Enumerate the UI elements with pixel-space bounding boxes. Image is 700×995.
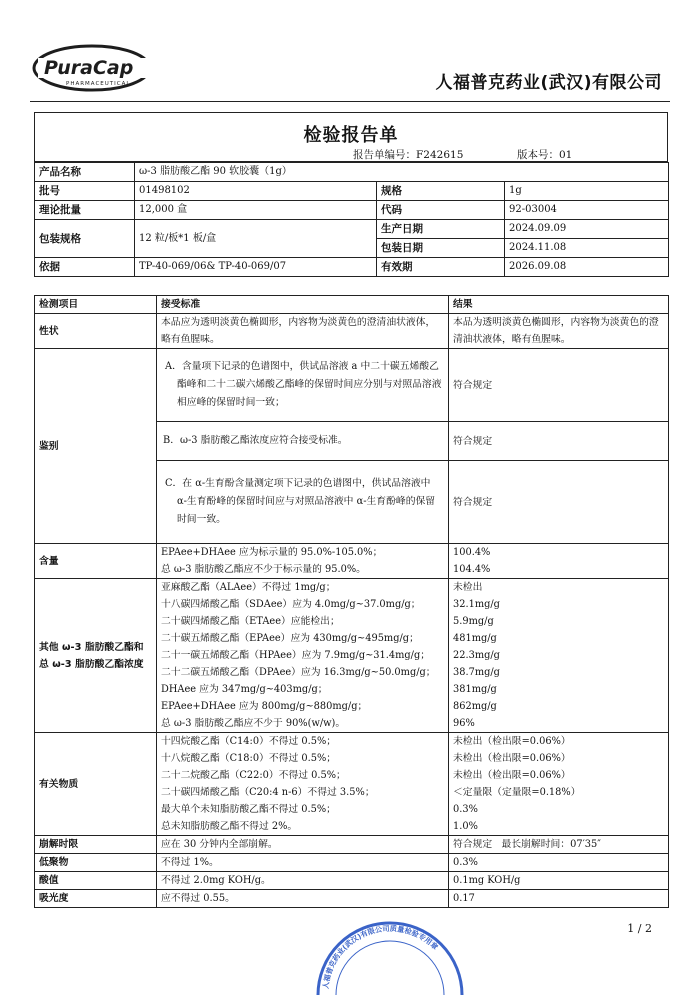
- svg-text:人福普克药业(武汉)有限公司质量检验专用章: 人福普克药业(武汉)有限公司质量检验专用章: [321, 923, 440, 990]
- report-title: 检验报告单: [303, 125, 399, 146]
- test-criteria: B．ω-3 脂肪酸乙酯浓度应符合接受标准。: [157, 422, 449, 461]
- result-line: 100.4%: [453, 547, 491, 558]
- result-line: 862mg/g: [453, 701, 497, 712]
- report-number: 报告单编号：F242615: [353, 149, 464, 161]
- test-row-disintegration: [35, 836, 669, 854]
- expiry-label: 有效期: [377, 258, 505, 277]
- test-row-appearance: [35, 314, 669, 349]
- test-row-acid-value: [35, 872, 669, 890]
- col-header-result: 结果: [449, 296, 669, 314]
- test-criteria: C．在 α-生育酚含量测定项下记录的色谱图中，供试品溶液中 α-生育酚峰的保留时间应与对照品溶液中 α-生育酚峰的保留时间一致。: [157, 461, 449, 544]
- criteria-line: 二十碳五烯酸乙酯（EPAee）应为 430mg/g~495mg/g；: [161, 633, 419, 644]
- result-line: 5.9mg/g: [453, 616, 494, 627]
- info-row: [35, 220, 669, 239]
- test-criteria: [157, 544, 449, 579]
- company-name: 人福普克药业(武汉)有限公司: [435, 73, 662, 93]
- test-name: 崩解时限: [35, 836, 157, 854]
- product-name-value: ω-3 脂肪酸乙酯 90 软胶囊（1g）: [135, 163, 669, 182]
- logo-subtitle: PHARMACEUTICAL: [66, 81, 131, 87]
- criteria-line: 二十碳四烯酸乙酯（ETAee）应能检出；: [161, 616, 340, 627]
- test-row-omega: [35, 579, 669, 733]
- test-row-related: [35, 733, 669, 836]
- test-name: 酸值: [35, 872, 157, 890]
- mfg-date-value: 2024.09.09: [505, 220, 669, 239]
- quantity-value: 12,000 盒: [135, 201, 377, 220]
- result-line: 38.7mg/g: [453, 667, 500, 678]
- result-line: 未检出（检出限=0.06%）: [453, 753, 571, 764]
- test-result: 符合规定: [449, 349, 669, 422]
- test-result: 符合规定 最长崩解时间：07′35″: [449, 836, 669, 854]
- result-line: 未检出: [453, 582, 483, 593]
- code-label: 代码: [377, 201, 505, 220]
- result-line: ＜定量限（定量限=0.18%）: [453, 787, 581, 798]
- test-name: 有关物质: [35, 733, 157, 836]
- test-name: 性状: [35, 314, 157, 349]
- basis-label: 依据: [35, 258, 135, 277]
- spec-label: 规格: [377, 182, 505, 201]
- criteria-line: 十八烷酸乙酯（C18:0）不得过 0.5%；: [161, 753, 337, 764]
- info-row: [35, 163, 669, 182]
- quantity-label: 理论批量: [35, 201, 135, 220]
- info-row: [35, 182, 669, 201]
- test-name: 低聚物: [35, 854, 157, 872]
- criteria-line: 总未知脂肪酸乙酯不得过 2%。: [161, 821, 298, 832]
- test-result: 0.17: [449, 890, 669, 908]
- product-name-label: 产品名称: [35, 163, 135, 182]
- test-criteria: [157, 733, 449, 836]
- criteria-line: 亚麻酸乙酯（ALAee）不得过 1mg/g；: [161, 582, 336, 593]
- result-line: 96%: [453, 718, 475, 729]
- test-criteria: 应在 30 分钟内全部崩解。: [157, 836, 449, 854]
- report-title-box: [34, 112, 668, 162]
- batch-value: 01498102: [135, 182, 377, 201]
- criteria-line: 二十二碳五烯酸乙酯（DPAee）应为 16.3mg/g~50.0mg/g；: [161, 667, 436, 678]
- test-result: 0.3%: [449, 854, 669, 872]
- page-number: 1 / 2: [627, 922, 652, 935]
- pack-date-value: 2024.11.08: [505, 239, 669, 258]
- criteria-line: 二十碳四烯酸乙酯（C20:4 n-6）不得过 3.5%；: [161, 787, 375, 798]
- result-line: 22.3mg/g: [453, 650, 500, 661]
- result-line: 381mg/g: [453, 684, 497, 695]
- criteria-line: 二十二烷酸乙酯（C22:0）不得过 0.5%；: [161, 770, 346, 781]
- criteria-line: 总 ω-3 脂肪酸乙酯应不少于标示量的 95.0%。: [161, 564, 366, 575]
- test-name: 吸光度: [35, 890, 157, 908]
- batch-label: 批号: [35, 182, 135, 201]
- criteria-line: EPAee+DHAee 应为 800mg/g~880mg/g；: [161, 701, 368, 712]
- criteria-line: 总 ω-3 脂肪酸乙酯应不少于 90%(w/w)。: [161, 718, 346, 729]
- test-name: 其他 ω-3 脂肪酸乙酯和总 ω-3 脂肪酸乙酯浓度: [35, 579, 157, 733]
- criteria-line: 二十一碳五烯酸乙酯（HPAee）应为 7.9mg/g~31.4mg/g；: [161, 650, 431, 661]
- result-line: 32.1mg/g: [453, 599, 500, 610]
- test-row-identification-a: [35, 349, 669, 422]
- code-value: 92-03004: [505, 201, 669, 220]
- basis-value: TP-40-069/06& TP-40-069/07: [135, 258, 377, 277]
- result-line: 未检出（检出限=0.06%）: [453, 736, 571, 747]
- mfg-date-label: 生产日期: [377, 220, 505, 239]
- header-divider: [30, 101, 670, 102]
- test-criteria: 应不得过 0.55。: [157, 890, 449, 908]
- test-result: 0.1mg KOH/g: [449, 872, 669, 890]
- expiry-value: 2026.09.08: [505, 258, 669, 277]
- test-result: 符合规定: [449, 422, 669, 461]
- test-result: [449, 579, 669, 733]
- criteria-line: EPAee+DHAee 应为标示量的 95.0%-105.0%；: [161, 547, 383, 558]
- test-result: [449, 544, 669, 579]
- logo-wordmark: PuraCap: [44, 57, 134, 79]
- criteria-line: 十四烷酸乙酯（C14:0）不得过 0.5%；: [161, 736, 337, 747]
- version-number: 版本号：01: [517, 149, 573, 161]
- test-criteria: 不得过 1%。: [157, 854, 449, 872]
- table-header-row: [35, 296, 669, 314]
- test-name: 鉴别: [35, 349, 157, 544]
- info-row: [35, 201, 669, 220]
- spec-value: 1g: [505, 182, 669, 201]
- test-criteria: 不得过 2.0mg KOH/g。: [157, 872, 449, 890]
- test-criteria: 本品应为透明淡黄色椭圆形，内容物为淡黄色的澄清油状液体，略有鱼腥味。: [157, 314, 449, 349]
- test-criteria: [157, 579, 449, 733]
- product-info-table: [34, 162, 669, 277]
- col-header-criteria: 接受标准: [157, 296, 449, 314]
- test-criteria: A．含量项下记录的色谱图中，供试品溶液 a 中二十碳五烯酸乙酯峰和二十二碳六烯酸乙酯峰的保留时间应分别与对照品溶液相应峰的保留时间一致；: [157, 349, 449, 422]
- test-row-assay: [35, 544, 669, 579]
- result-line: 0.3%: [453, 804, 478, 815]
- result-line: 481mg/g: [453, 633, 497, 644]
- result-line: 未检出（检出限=0.06%）: [453, 770, 571, 781]
- test-result: 本品为透明淡黄色椭圆形，内容物为淡黄色的澄清油状液体，略有鱼腥味。: [449, 314, 669, 349]
- pack-date-label: 包装日期: [377, 239, 505, 258]
- criteria-line: 十八碳四烯酸乙酯（SDAee）应为 4.0mg/g~37.0mg/g；: [161, 599, 421, 610]
- official-seal-stamp: [310, 905, 470, 995]
- test-result: 符合规定: [449, 461, 669, 544]
- result-line: 104.4%: [453, 564, 491, 575]
- test-results-table: [34, 295, 669, 908]
- pack-spec-label: 包装规格: [35, 220, 135, 258]
- pack-spec-value: 12 粒/板*1 板/盒: [135, 220, 377, 258]
- puracap-logo: [30, 40, 160, 95]
- test-row-oligomer: [35, 854, 669, 872]
- criteria-line: 最大单个未知脂肪酸乙酯不得过 0.5%；: [161, 804, 336, 815]
- col-header-item: 检测项目: [35, 296, 157, 314]
- test-result: [449, 733, 669, 836]
- result-line: 1.0%: [453, 821, 478, 832]
- criteria-line: DHAee 应为 347mg/g~403mg/g；: [161, 684, 328, 695]
- test-name: 含量: [35, 544, 157, 579]
- info-row: [35, 258, 669, 277]
